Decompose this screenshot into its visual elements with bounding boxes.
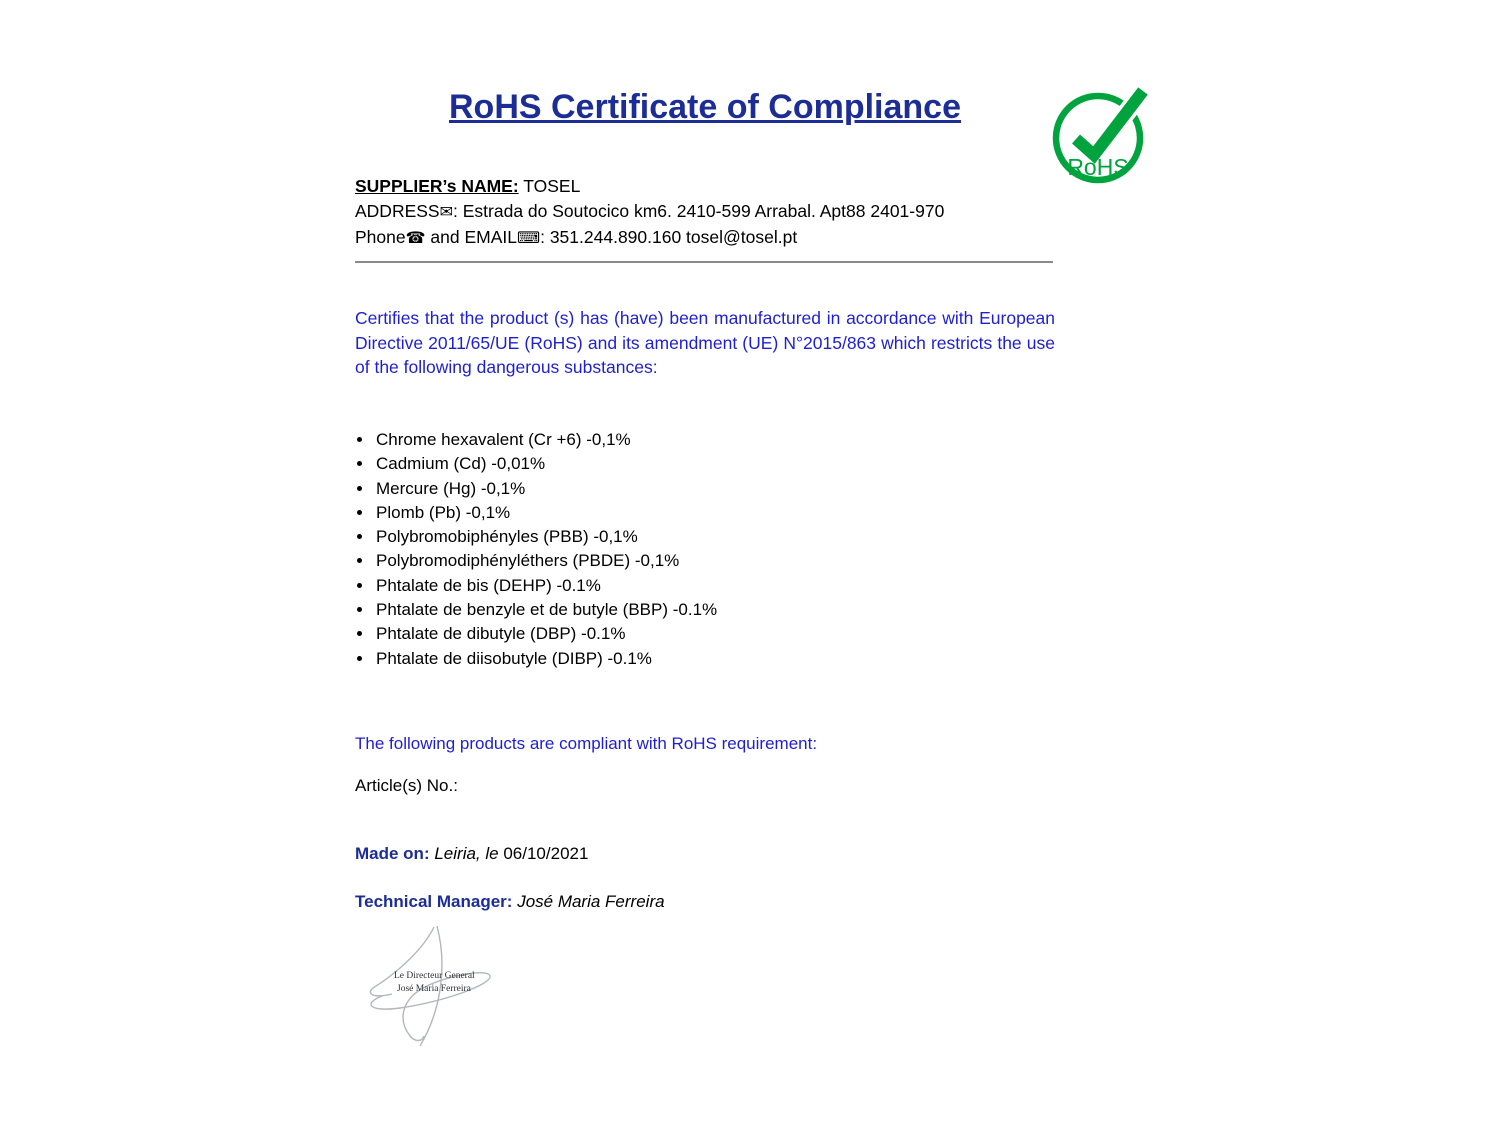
phone-icon: ☎ bbox=[405, 230, 426, 247]
phone-label: Phone bbox=[355, 227, 406, 247]
technical-manager-line bbox=[355, 892, 1055, 912]
logo-label: RoHS bbox=[1067, 154, 1129, 180]
list-item: • Polybromodiphényléthers (PBDE) -0,1% bbox=[374, 549, 1038, 573]
made-on-date: 06/10/2021 bbox=[503, 844, 589, 863]
contact-value: : 351.244.890.160 tosel@tosel.pt bbox=[540, 227, 798, 247]
technical-manager-value: José Maria Ferreira bbox=[517, 892, 665, 911]
article-number-line: Article(s) No.: bbox=[355, 776, 458, 795]
list-item: • Polybromobiphényles (PBB) -0,1% bbox=[374, 525, 1038, 549]
supplier-address-line bbox=[355, 199, 1055, 226]
rohs-logo-graphic bbox=[1050, 82, 1150, 188]
compliance-statement: The following products are compliant with RoHS requirement: bbox=[355, 734, 818, 753]
computer-icon: ⌨ bbox=[517, 230, 541, 247]
certification-paragraph: Certifies that the product (s) has (have) been manufactured in accordance with European Directive 2011/65/UE (RoHS) and its amendment (UE) N°2015/863 which restricts the use of the following dangerous substances: bbox=[355, 308, 1055, 377]
horizontal-divider bbox=[355, 261, 1053, 263]
list-item: • Phtalate de dibutyle (DBP) -0.1% bbox=[374, 622, 1038, 646]
made-on-place: Leiria, le bbox=[434, 844, 499, 863]
signature-stroke bbox=[371, 973, 490, 1041]
list-item: • Phtalate de bis (DEHP) -0.1% bbox=[374, 574, 1038, 598]
list-item: • Phtalate de benzyle et de butyle (BBP) -0.1% bbox=[374, 598, 1038, 622]
supplier-name-value: TOSEL bbox=[523, 176, 581, 196]
signature-graphic bbox=[352, 924, 537, 1054]
list-item: • Chrome hexavalent (Cr +6) -0,1% bbox=[374, 428, 1038, 452]
and-email-label: and EMAIL bbox=[430, 227, 517, 247]
address-label: ADDRESS bbox=[355, 200, 440, 221]
address-value: : Estrada do Soutocico km6. 2410-599 Arrabal. Apt88 2401-970 bbox=[453, 200, 945, 221]
list-item: • Cadmium (Cd) -0,01% bbox=[374, 452, 1038, 476]
made-on-line bbox=[355, 844, 1055, 864]
envelope-icon: ✉ bbox=[439, 203, 454, 221]
supplier-name-line bbox=[355, 174, 1055, 199]
list-item: • Plomb (Pb) -0,1% bbox=[374, 501, 1038, 525]
supplier-info bbox=[355, 174, 1055, 252]
technical-manager-label: Technical Manager: bbox=[355, 892, 513, 911]
signature-title-text: Le Directeur General bbox=[394, 971, 475, 981]
supplier-name-label: SUPPLIER’s NAME: bbox=[355, 176, 519, 196]
document-title: RoHS Certificate of Compliance bbox=[449, 88, 961, 126]
signature bbox=[352, 924, 537, 1054]
substance-list bbox=[358, 428, 1038, 671]
made-on-label: Made on: bbox=[355, 844, 430, 863]
list-item: • Phtalate de diisobutyle (DIBP) -0.1% bbox=[374, 647, 1038, 671]
signature-name-text: José Maria Ferreira bbox=[397, 984, 471, 994]
rohs-logo bbox=[1050, 82, 1150, 188]
list-item: • Mercure (Hg) -0,1% bbox=[374, 477, 1038, 501]
supplier-contact-line bbox=[355, 225, 1055, 252]
